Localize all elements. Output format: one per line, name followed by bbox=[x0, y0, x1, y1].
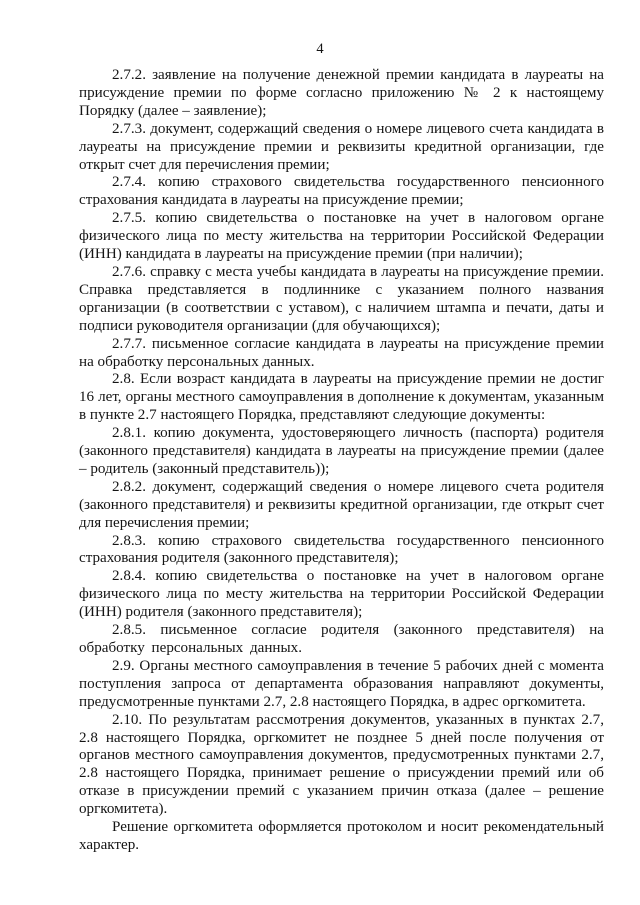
paragraph-2-8-3: 2.8.3. копию страхового свидетельства государственного пенсионного страхования родителя (законного представителя); bbox=[79, 532, 604, 567]
paragraph-2-8-4: 2.8.4. копию свидетельства о постановке на учет в налоговом органе физического лица по месту жительства на территории Российской Федерации (ИНН) родителя (законного представителя); bbox=[79, 568, 604, 621]
paragraph-2-8-5: 2.8.5. письменное согласие родителя (законного представителя) на обработку персональных данных. bbox=[79, 622, 604, 656]
paragraph-2-8: 2.8. Если возраст кандидата в лауреаты на присуждение премии не достиг 16 лет, органы местного самоуправления в дополнение к документам, указанным в пункте 2.7 настоящего Порядка, представляют следующие документы: bbox=[79, 371, 604, 424]
paragraph-2-8-2: 2.8.2. документ, содержащий сведения о номере лицевого счета родителя (законного представителя) и реквизиты кредитной организации, где открыт счет для перечисления премии; bbox=[79, 478, 604, 531]
paragraph-2-7-7: 2.7.7. письменное согласие кандидата в лауреаты на присуждение премии на обработку персональных данных. bbox=[79, 335, 604, 370]
paragraph-2-8-1: 2.8.1. копию документа, удостоверяющего личность (паспорта) родителя (законного представителя) кандидата в лауреаты на присуждение премии (далее – родитель (законный представитель)); bbox=[79, 425, 604, 477]
paragraph-2-7-5: 2.7.5. копию свидетельства о постановке на учет в налоговом органе физического лица по месту жительства на территории Российской Федерации (ИНН) кандидата в лауреаты на присуждение премии (при наличии); bbox=[79, 210, 604, 263]
paragraph-2-7-6: 2.7.6. справку с места учебы кандидата в лауреаты на присуждение премии. Справка представляется в подлиннике с указанием полного названия организации (в соответствии с уставом), с наличием штампа и печати, даты и подписи руководителя организации (для обучающихся); bbox=[79, 263, 604, 334]
paragraph-2-7-4: 2.7.4. копию страхового свидетельства государственного пенсионного страхования кандидата в лауреаты на присуждение премии; bbox=[79, 174, 604, 209]
paragraph-2-7-2: 2.7.2. заявление на получение денежной премии кандидата в лауреаты на присуждение премии по форме согласно приложению № 2 к настоящему Порядку (далее – заявление); bbox=[79, 67, 604, 119]
document-body bbox=[79, 67, 604, 855]
paragraph-2-10: 2.10. По результатам рассмотрения документов, указанных в пунктах 2.7, 2.8 настоящего Порядка, оргкомитет не позднее 5 дней после получения от органов местного самоуправления документов, предусмотренных пунктами 2.7, 2.8 настоящего Порядка, принимает решение о присуждении премий или об отказе в присуждении премий с указанием причин отказа (далее – решение оргкомитета). bbox=[79, 711, 604, 818]
page-number: 4 bbox=[316, 41, 324, 57]
paragraph-decision: Решение оргкомитета оформляется протоколом и носит рекомендательный характер. bbox=[79, 819, 604, 853]
paragraph-2-7-3: 2.7.3. документ, содержащий сведения о номере лицевого счета кандидата в лауреаты на присуждение премии и реквизиты кредитной организации, где открыт счет для перечисления премии; bbox=[79, 120, 604, 173]
paragraph-2-9: 2.9. Органы местного самоуправления в течение 5 рабочих дней с момента поступления запроса от департамента образования направляют документы, предусмотренные пунктами 2.7, 2.8 настоящего Порядка, в адрес оргкомитета. bbox=[79, 657, 604, 710]
